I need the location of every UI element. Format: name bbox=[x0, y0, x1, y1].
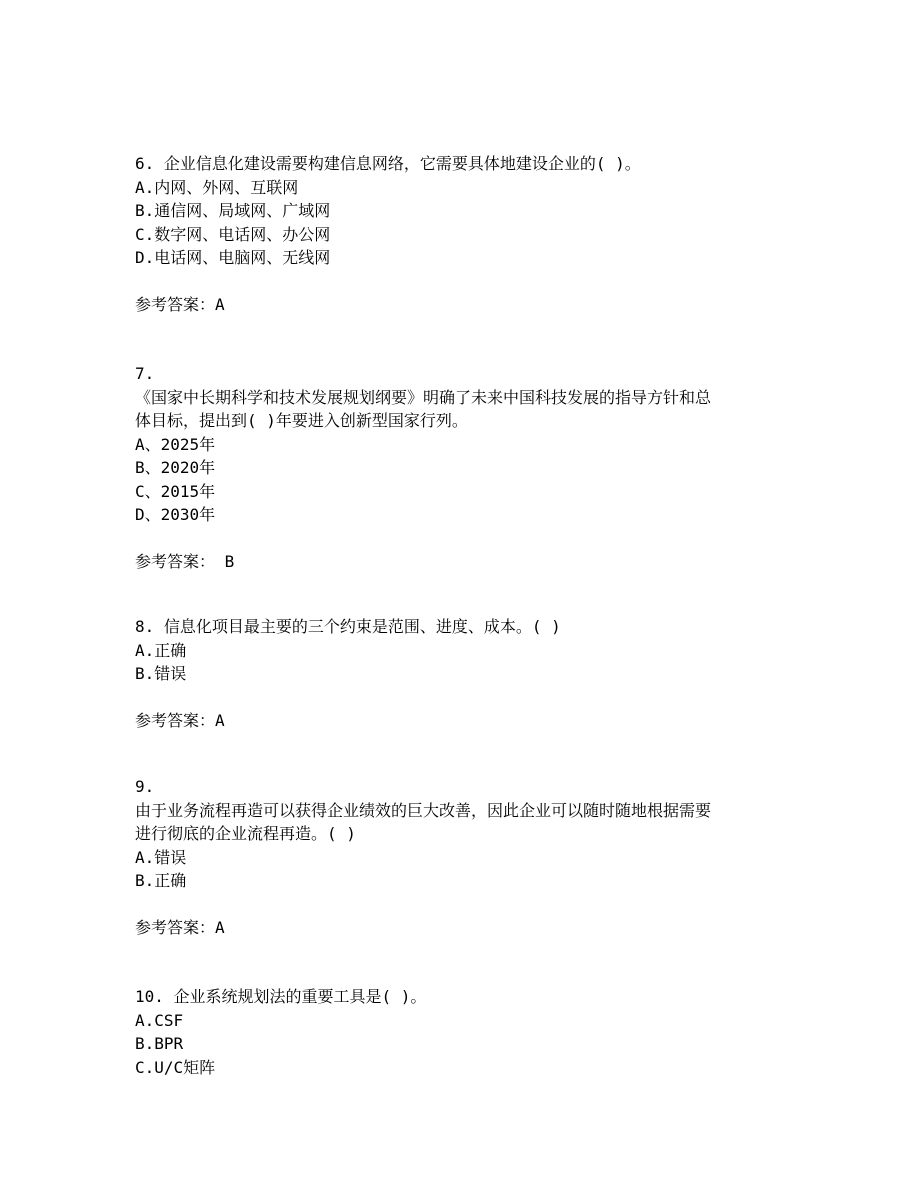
answer-text: 参考答案：A bbox=[135, 917, 225, 937]
question-stem: 8. 信息化项目最主要的三个约束是范围、进度、成本。( ) bbox=[135, 617, 561, 636]
option-c: C.U/C矩阵 bbox=[135, 1057, 216, 1077]
question-number: 7. bbox=[135, 364, 155, 383]
question-stem: 体目标，提出到( )年要进入创新型国家行列。 bbox=[135, 411, 468, 430]
option-b: B、2020年 bbox=[135, 458, 216, 477]
question-stem: 6. 企业信息化建设需要构建信息网络，它需要具体地建设企业的( )。 bbox=[135, 154, 641, 173]
question-10 bbox=[135, 985, 795, 1079]
option-c: C.数字网、电话网、办公网 bbox=[135, 224, 331, 244]
question-stem: 《国家中长期科学和技术发展规划纲要》明确了未来中国科技发展的指导方针和总 bbox=[135, 387, 712, 407]
question-number: 9. bbox=[135, 777, 155, 796]
question-9 bbox=[135, 775, 795, 939]
question-stem: 进行彻底的企业流程再造。( ) bbox=[135, 824, 356, 843]
option-b: B.BPR bbox=[135, 1034, 184, 1053]
answer-text: 参考答案：A bbox=[135, 710, 225, 730]
question-stem: 10. 企业系统规划法的重要工具是( )。 bbox=[135, 987, 427, 1006]
option-b: B.正确 bbox=[135, 871, 187, 890]
option-b: B.错误 bbox=[135, 664, 187, 683]
option-a: A、2025年 bbox=[135, 434, 216, 454]
question-8 bbox=[135, 615, 795, 732]
option-a: A.CSF bbox=[135, 1010, 184, 1030]
question-7 bbox=[135, 362, 795, 573]
option-c: C、2015年 bbox=[135, 481, 216, 501]
option-a: A.错误 bbox=[135, 847, 187, 867]
answer-text: 参考答案：A bbox=[135, 294, 225, 314]
option-a: A.正确 bbox=[135, 640, 187, 660]
question-6 bbox=[135, 152, 795, 316]
option-d: D.电话网、电脑网、无线网 bbox=[135, 248, 331, 267]
option-b: B.通信网、局域网、广域网 bbox=[135, 201, 331, 220]
option-a: A.内网、外网、互联网 bbox=[135, 177, 299, 197]
question-stem: 由于业务流程再造可以获得企业绩效的巨大改善，因此企业可以随时随地根据需要 bbox=[135, 800, 712, 820]
answer-text: 参考答案： B bbox=[135, 551, 235, 571]
option-d: D、2030年 bbox=[135, 505, 216, 524]
